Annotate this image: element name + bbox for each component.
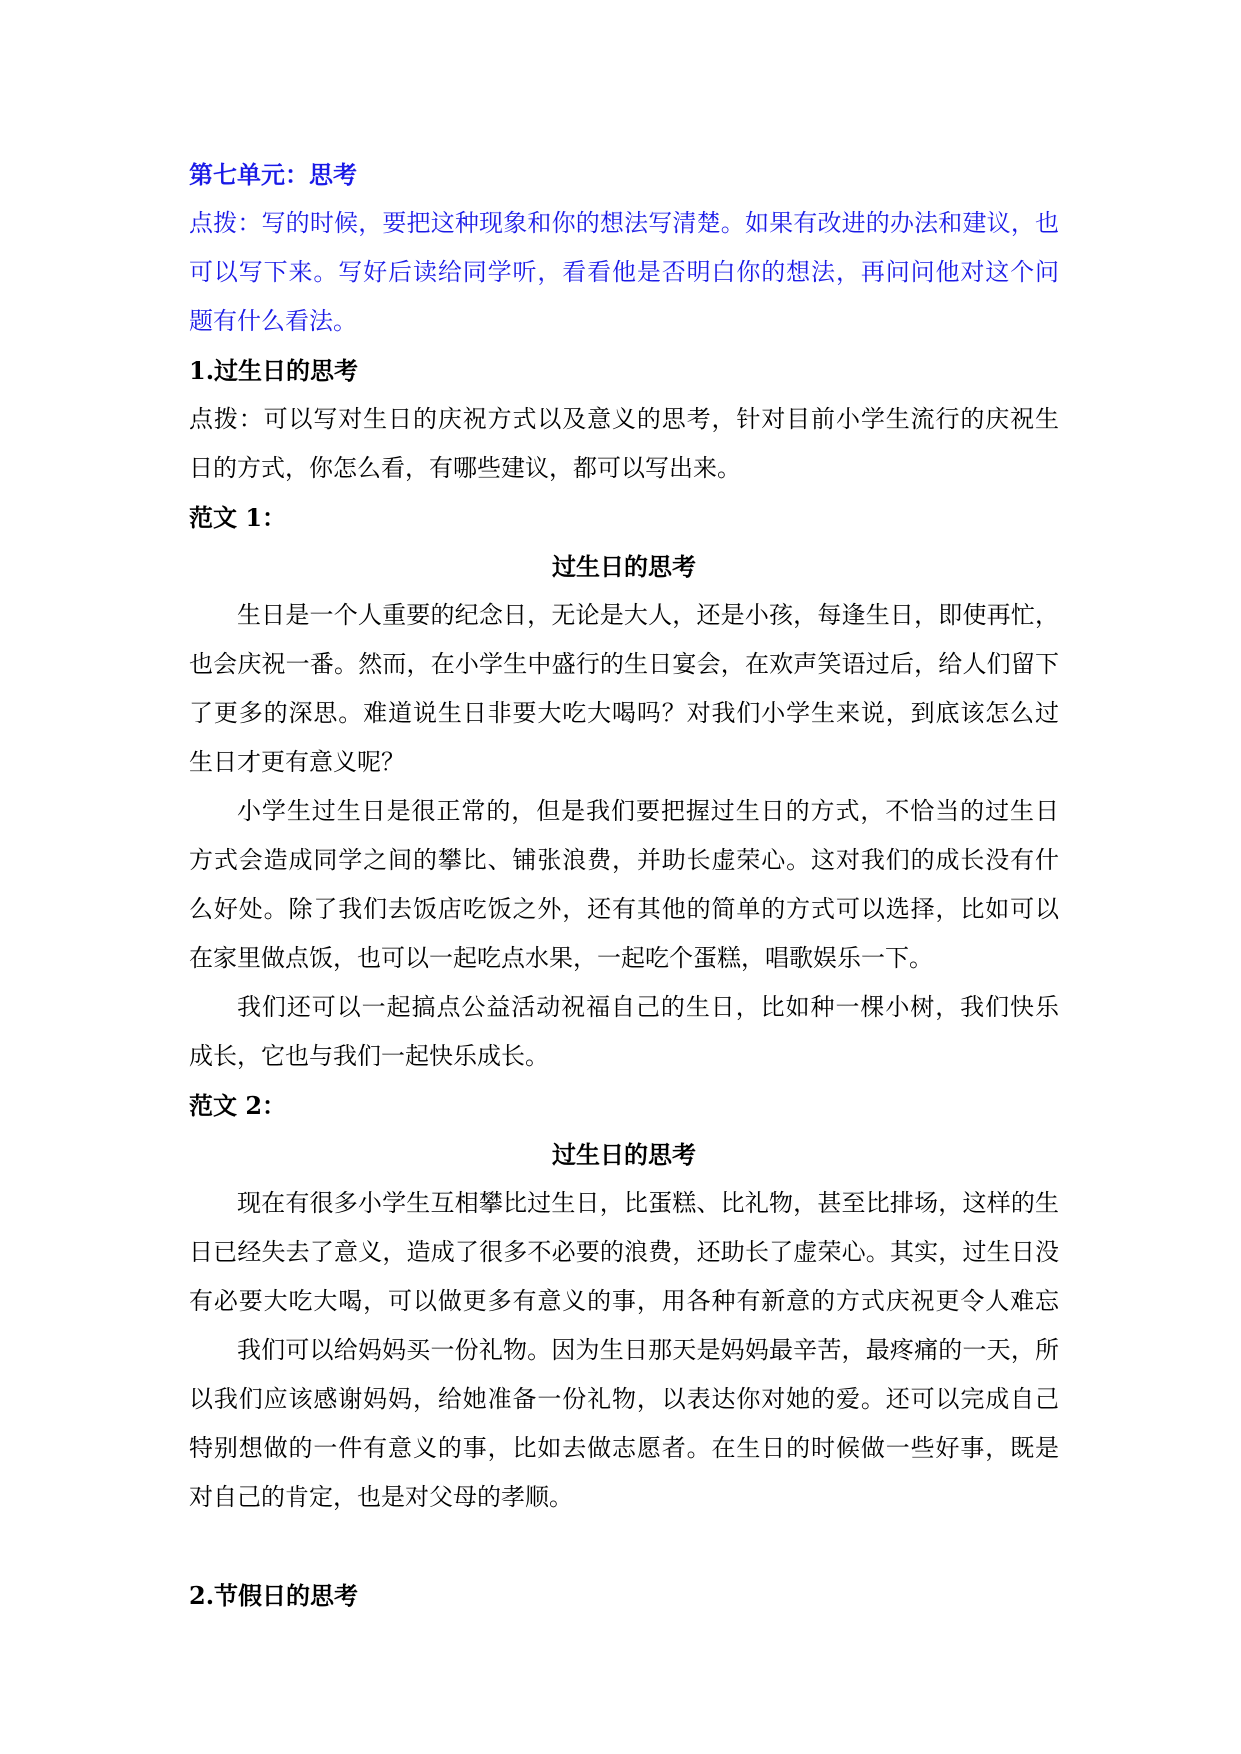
topic1-heading: 1.过生日的思考: [189, 356, 359, 385]
sample1-line: 生日是一个人重要的纪念日，无论是大人，还是小孩，每逢生日，即使再忙，: [237, 601, 1059, 629]
unit-tip-line: 题有什么看法。: [189, 307, 357, 335]
sample1-line: 我们还可以一起搞点公益活动祝福自己的生日，比如种一棵小树，我们快乐: [237, 993, 1059, 1021]
sample1-line: 了更多的深思。难道说生日非要大吃大喝吗？对我们小学生来说，到底该怎么过: [189, 699, 1059, 727]
sample1-line: 么好处。除了我们去饭店吃饭之外，还有其他的简单的方式可以选择，比如可以: [189, 895, 1059, 923]
unit-tip-line: 可以写下来。写好后读给同学听，看看他是否明白你的想法，再问问他对这个问: [189, 258, 1059, 286]
sample1-line: 成长，它也与我们一起快乐成长。: [189, 1042, 549, 1070]
topic2-heading: 2.节假日的思考: [189, 1581, 359, 1610]
sample2-label: 范文 2：: [189, 1091, 287, 1120]
sample2-line: 日已经失去了意义，造成了很多不必要的浪费，还助长了虚荣心。其实，过生日没: [189, 1238, 1059, 1266]
document-page: [189, 150, 1059, 1620]
sample2-line: 有必要大吃大喝，可以做更多有意义的事，用各种有新意的方式庆祝更令人难忘: [189, 1287, 1059, 1315]
sample2-line: 以我们应该感谢妈妈，给她准备一份礼物，以表达你对她的爱。还可以完成自己: [189, 1385, 1059, 1413]
topic1-tip-line: 日的方式，你怎么看，有哪些建议，都可以写出来。: [189, 454, 741, 482]
sample2-line: 现在有很多小学生互相攀比过生日，比蛋糕、比礼物，甚至比排场，这样的生: [237, 1189, 1059, 1217]
spacer: [189, 1522, 1059, 1571]
unit-title: 第七单元：思考: [189, 160, 357, 189]
sample1-line: 方式会造成同学之间的攀比、铺张浪费，并助长虚荣心。这对我们的成长没有什: [189, 846, 1059, 874]
sample1-line: 在家里做点饭，也可以一起吃点水果，一起吃个蛋糕，唱歌娱乐一下。: [189, 944, 933, 972]
sample2-line: 特别想做的一件有意义的事，比如去做志愿者。在生日的时候做一些好事，既是: [189, 1434, 1059, 1462]
sample2-title: 过生日的思考: [552, 1140, 696, 1169]
sample2-line: 我们可以给妈妈买一份礼物。因为生日那天是妈妈最辛苦，最疼痛的一天，所: [237, 1336, 1059, 1364]
unit-tip-line: 点拨：写的时候，要把这种现象和你的想法写清楚。如果有改进的办法和建议，也: [189, 209, 1059, 237]
sample1-line: 生日才更有意义呢？: [189, 748, 405, 776]
topic1-tip-line: 点拨：可以写对生日的庆祝方式以及意义的思考，针对目前小学生流行的庆祝生: [189, 405, 1059, 433]
sample2-line: 对自己的肯定，也是对父母的孝顺。: [189, 1483, 573, 1511]
sample1-title: 过生日的思考: [552, 552, 696, 581]
sample1-line: 小学生过生日是很正常的，但是我们要把握过生日的方式，不恰当的过生日: [237, 797, 1059, 825]
sample1-label: 范文 1：: [189, 503, 287, 532]
sample1-line: 也会庆祝一番。然而，在小学生中盛行的生日宴会，在欢声笑语过后，给人们留下: [189, 650, 1059, 678]
